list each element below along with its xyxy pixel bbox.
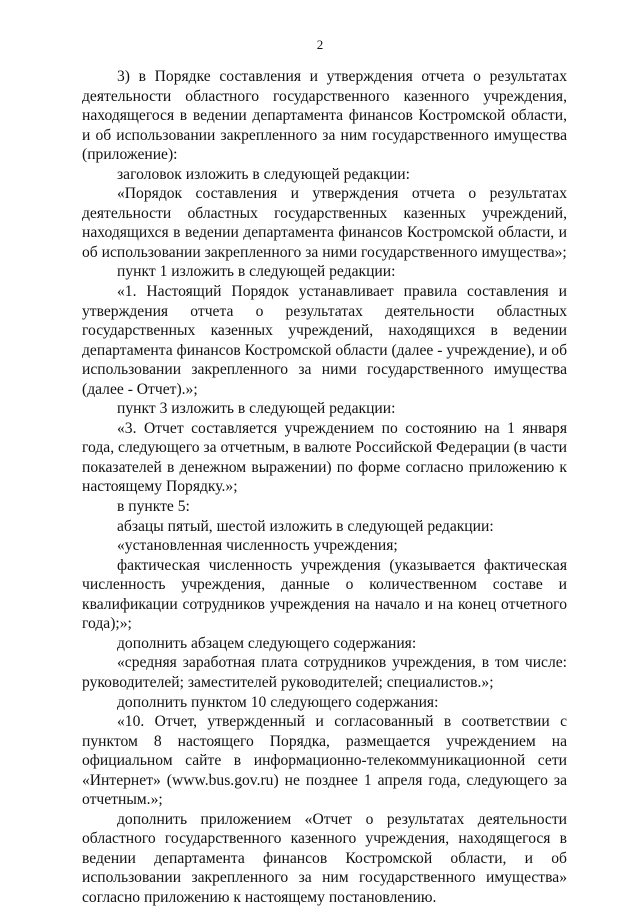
paragraph-actual-staff: фактическая численность учреждения (указывается фактическая численность учреждения, данные о количественном составе и квалификации сотрудников учреждения на начало и на конец отчетного года);»; <box>82 556 567 633</box>
paragraph-average-salary: «средняя заработная плата сотрудников учреждения, в том числе: руководителей; заместителей руководителей; специалистов.»; <box>82 654 567 691</box>
paragraph-appendix-instruction: дополнить приложением «Отчет о результатах деятельности областного государственного казенного учреждения, находящегося в ведении департамента финансов Костромской области, и об использовании закрепленного за ним государственного имущества» согласно приложению к настоящему постановлению. <box>82 810 567 906</box>
paragraph-new-title: «Порядок составления и утверждения отчета о результатах деятельности областных государственных казенных учреждений, находящихся в ведении департамента финансов Костромской области, и об использовании закрепленного за ними государственного имущества»; <box>82 185 567 261</box>
paragraph-point-3-text: «3. Отчет составляется учреждением по состоянию на 1 января года, следующего за отчетным, в валюте Российской Федерации (в части показателей в денежном выражении) по форме согласно приложению к настоящему Порядку.»; <box>82 419 567 496</box>
page-number: 2 <box>316 37 324 52</box>
document-body <box>82 67 567 908</box>
paragraph-item-3-intro: 3) в Порядке составления и утверждения отчета о результатах деятельности областного государственного казенного учреждения, находящегося в ведении департамента финансов Костромской области, и об использовании закрепленного за ним государственного имущества (приложение): <box>82 68 567 164</box>
paragraph-point-1-instruction: пункт 1 изложить в следующей редакции: <box>117 263 396 281</box>
paragraph-point-5-instruction: абзацы пятый, шестой изложить в следующей редакции: <box>117 517 494 535</box>
paragraph-point-5-heading: в пункте 5: <box>117 498 190 516</box>
paragraph-point-10-text: «10. Отчет, утвержденный и согласованный в соответствии с пунктом 8 настоящего Порядка, размещается учреждением на официальном сайте в информационно-телекоммуникационной сети «Интернет» (www.bus.gov.ru) не позднее 1 апреля года, следующего за отчетным.»; <box>82 713 567 809</box>
paragraph-add-abstract-instruction: дополнить абзацем следующего содержания: <box>117 634 417 652</box>
paragraph-point-1-text: «1. Настоящий Порядок устанавливает правила составления и утверждения отчета о результатах деятельности областных государственных казенных учреждений, находящихся в ведении департамента финансов Костромской области (далее - учреждение), и об использовании закрепленного за ними государственного имущества (далее - Отчет).»; <box>82 283 567 398</box>
paragraph-title-instruction: заголовок изложить в следующей редакции: <box>117 165 410 183</box>
paragraph-point-10-instruction: дополнить пунктом 10 следующего содержания: <box>117 693 439 711</box>
paragraph-established-staff: «установленная численность учреждения; <box>117 537 398 555</box>
paragraph-point-3-instruction: пункт 3 изложить в следующей редакции: <box>117 400 396 418</box>
